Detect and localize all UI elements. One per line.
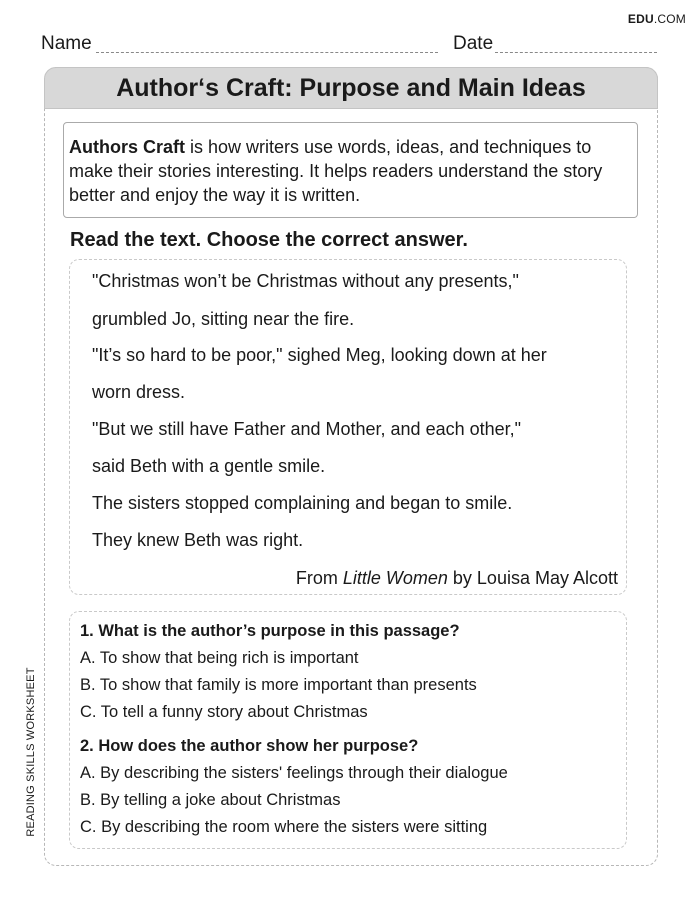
- name-label: Name: [41, 33, 92, 54]
- definition-box: [63, 122, 638, 218]
- definition-text: is how writers use words, ideas, and techniques to make their stories interesting. It helps readers understand the story better and enjoy the way it is written.: [69, 137, 603, 205]
- passage-line: The sisters stopped complaining and began to smile.: [92, 493, 513, 513]
- name-line: [96, 52, 438, 53]
- passage-line: They knew Beth was right.: [92, 530, 304, 550]
- worksheet-title: Author‘s Craft: Purpose and Main Ideas: [44, 67, 658, 109]
- question-1: 1. What is the author’s purpose in this passage?: [80, 622, 460, 640]
- logo-main: EDU: [627, 12, 654, 26]
- side-label: READING SKILLS WORKSHEET: [25, 667, 37, 837]
- passage-line: "Christmas won’t be Christmas without any presents,": [92, 271, 519, 291]
- passage-line: "But we still have Father and Mother, and each other,": [92, 419, 522, 439]
- date-line: [495, 52, 657, 53]
- passage-line: said Beth with a gentle smile.: [92, 456, 326, 476]
- question-1-option-c[interactable]: C. To tell a funny story about Christmas: [80, 703, 368, 721]
- question-2: 2. How does the author show her purpose?: [80, 737, 419, 755]
- date-label: Date: [453, 33, 494, 54]
- instruction: Read the text. Choose the correct answer.: [70, 229, 468, 251]
- source-prefix: From: [295, 568, 343, 588]
- passage-source: [296, 568, 618, 589]
- logo-suffix: .COM: [653, 12, 686, 26]
- question-1-option-b[interactable]: B. To show that family is more important than presents: [80, 676, 477, 694]
- source-title: Little Women: [342, 568, 448, 588]
- source-author: by Louisa May Alcott: [447, 568, 618, 588]
- definition-term: Authors Craft: [69, 137, 185, 157]
- edu-logo: [628, 12, 686, 26]
- question-2-option-b[interactable]: B. By telling a joke about Christmas: [80, 791, 341, 809]
- passage-line: worn dress.: [92, 382, 186, 402]
- questions-box: [69, 611, 627, 849]
- question-1-option-a[interactable]: A. To show that being rich is important: [80, 649, 359, 667]
- question-2-option-a[interactable]: A. By describing the sisters' feelings through their dialogue: [80, 764, 508, 782]
- question-2-option-c[interactable]: C. By describing the room where the sisters were sitting: [80, 818, 488, 836]
- passage-line: grumbled Jo, sitting near the fire.: [92, 309, 355, 329]
- passage-line: "It’s so hard to be poor," sighed Meg, looking down at her: [92, 345, 547, 365]
